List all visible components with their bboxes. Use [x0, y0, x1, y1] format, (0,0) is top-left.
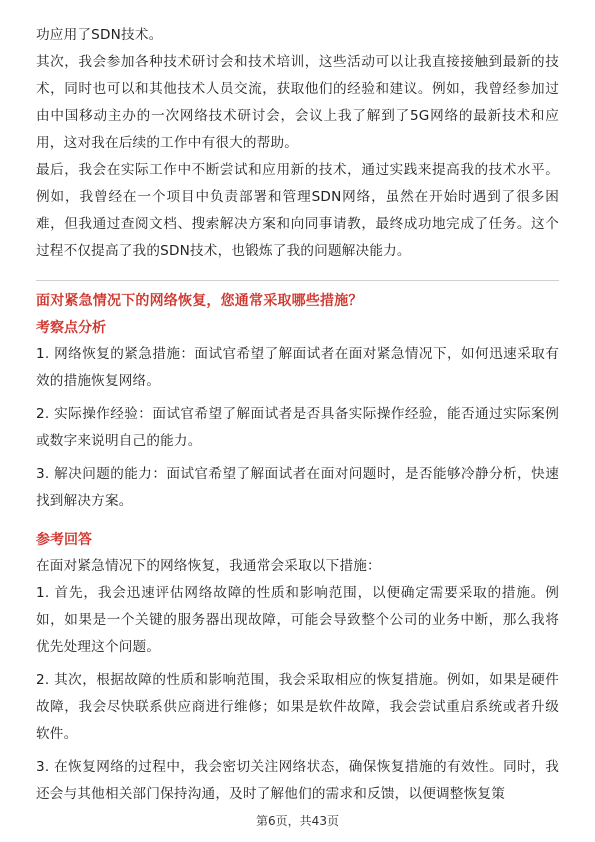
answer-item: 3. 在恢复网络的过程中，我会密切关注网络状态，确保恢复措施的有效性。同时，我还会与其他相关部门保持沟通，及时了解他们的需求和反馈，以便调整恢复策: [36, 759, 559, 802]
answer-item: 2. 其次，根据故障的性质和影响范围，我会采取相应的恢复措施。例如，如果是硬件故障，我会尽快联系供应商进行维修；如果是软件故障，我会尝试重启系统或者升级软件。: [36, 672, 559, 742]
answer-intro: 在面对紧急情况下的网络恢复，我通常会采取以下措施：: [36, 558, 381, 574]
page-number: 第6页，共43页: [256, 814, 339, 828]
analysis-item: 1. 网络恢复的紧急措施：面试官希望了解面试者在面对紧急情况下，如何迅速采取有效的措施恢复网络。: [36, 346, 559, 389]
paragraph-practice: 最后，我会在实际工作中不断尝试和应用新的技术，通过实践来提高我的技术水平。例如，我曾经在一个项目中负责部署和管理SDN网络，虽然在开始时遇到了很多困难，但我通过查阅文档、搜索解决方案和向同事请教，最终成功地完成了任务。这个过程不仅提高了我的SDN技术，也锻炼了我的问题解决能力。: [36, 162, 559, 259]
section-divider: [36, 280, 559, 281]
answer-label: 参考回答: [36, 532, 92, 548]
analysis-item: 3. 解决问题的能力：面试官希望了解面试者在面对问题时，是否能够冷静分析，快速找到解决方案。: [36, 466, 559, 509]
analysis-label: 考察点分析: [36, 320, 106, 336]
document-page: [36, 22, 559, 808]
analysis-item: 2. 实际操作经验：面试官希望了解面试者是否具备实际操作经验，能否通过实际案例或数字来说明自己的能力。: [36, 406, 559, 449]
paragraph-continuation: 功应用了SDN技术。: [36, 27, 163, 43]
question-title: 面对紧急情况下的网络恢复，您通常采取哪些措施？: [36, 293, 363, 309]
answer-item: 1. 首先，我会迅速评估网络故障的性质和影响范围，以便确定需要采取的措施。例如，如果是一个关键的服务器出现故障，可能会导致整个公司的业务中断，那么我将优先处理这个问题。: [36, 585, 559, 655]
paragraph-seminars: 其次，我会参加各种技术研讨会和技术培训，这些活动可以让我直接接触到最新的技术，同时也可以和其他技术人员交流，获取他们的经验和建议。例如，我曾经参加过由中国移动主办的一次网络技术研讨会，会议上我了解到了5G网络的最新技术和应用，这对我在后续的工作中有很大的帮助。: [36, 54, 559, 151]
